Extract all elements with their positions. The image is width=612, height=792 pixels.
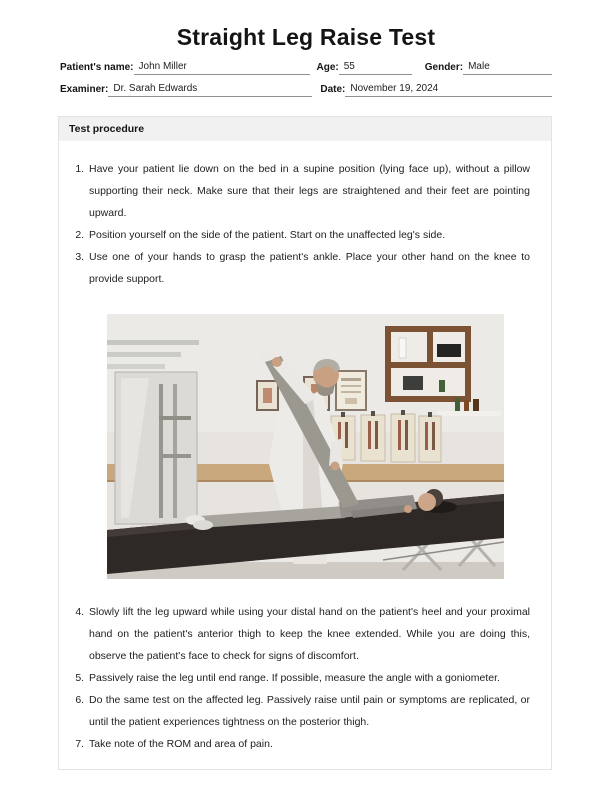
procedure-step: 7. Take note of the ROM and area of pain.	[87, 733, 530, 755]
date-field[interactable]: November 19, 2024	[345, 83, 552, 97]
patient-name-field[interactable]: John Miller	[134, 61, 310, 75]
age-field[interactable]: 55	[339, 61, 412, 75]
procedure-photo	[107, 314, 504, 579]
section-header	[59, 117, 551, 141]
age-label: Age:	[316, 62, 339, 73]
procedure-step: 1. Have your patient lie down on the bed in a supine position (lying face up), without a pillow supporting their neck. Make sure that their legs are straightened and their feet are pointing upward.	[87, 158, 530, 224]
examiner-field[interactable]: Dr. Sarah Edwards	[108, 83, 312, 97]
procedure-step: 6. Do the same test on the affected leg. Passively raise until pain or symptoms are replicated, or until the patient experiences tightness on the posterior thigh.	[87, 689, 530, 733]
therapy-photo-illustration	[107, 314, 504, 579]
procedure-step: 2. Position yourself on the side of the patient. Start on the unaffected leg's side.	[87, 224, 530, 246]
page-title: Straight Leg Raise Test	[176, 24, 436, 50]
procedure-steps-1-3	[61, 158, 530, 290]
patient-info-row-1	[60, 61, 552, 75]
gender-label: Gender:	[424, 62, 464, 73]
procedure-step: 3. Use one of your hands to grasp the patient's ankle. Place your other hand on the knee to provide support.	[87, 246, 530, 290]
test-procedure-section	[58, 116, 552, 770]
gender-field[interactable]: Male	[463, 61, 552, 75]
examiner-label: Examiner:	[60, 84, 109, 95]
mirror	[115, 372, 197, 524]
procedure-steps-4-7	[61, 601, 530, 755]
procedure-step: 4. Slowly lift the leg upward while using your distal hand on the patient's heel and your proximal hand on the patient's anterior thigh to keep the knee extended. While you are doing this, observe the patient's face to check for signs of discomfort.	[87, 601, 530, 667]
patient-info-row-2	[60, 83, 552, 97]
section-title: Test procedure	[69, 123, 145, 135]
date-label: Date:	[320, 84, 346, 95]
patient-name-label: Patient's name:	[60, 62, 134, 73]
procedure-step: 5. Passively raise the leg until end range. If possible, measure the angle with a goniometer.	[87, 667, 530, 689]
